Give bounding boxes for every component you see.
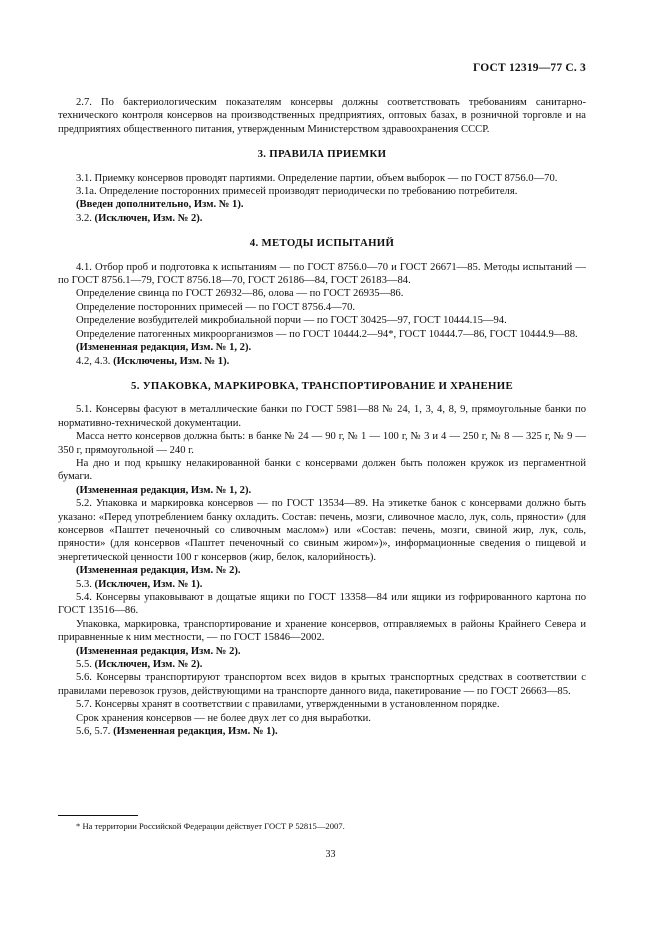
paragraph-4-1-line: Определение возбудителей микробиальной порчи — по ГОСТ 30425—97, ГОСТ 10444.15—94. [76,315,507,327]
clause-number: 5.5. [76,659,92,671]
paragraph-5-1-parchment: На дно и под крышку нелакированной банки с консервами должен быть положен кружок из пергаментной бумаги. [58,457,586,483]
paragraph-5-4: 5.4. Консервы упаковывают в дощатые ящики по ГОСТ 13358—84 или ящики из гофрированного картона по ГОСТ 13516—86. [58,592,586,617]
paragraph-3-2 [58,212,586,225]
amendment-note: (Измененная редакция, Изм. № 1, 2). [76,484,252,496]
paragraph-5-6: 5.6. Консервы транспортируют транспортом всех видов в крытых транспортных средствах в соответствии с правилами перевозок грузов, действующими на транспорте данного вида, пакетирование — по ГОСТ 26663—85. [58,672,586,697]
paragraph-3-1: 3.1. Приемку консервов проводят партиями. Определение партии, объем выборок — по ГОСТ 8756.0—70. [76,172,558,184]
paragraph-3-1a: 3.1а. Определение посторонних примесей производят периодически по требованию потребителя. [76,186,518,198]
section-5-title: 5. УПАКОВКА, МАРКИРОВКА, ТРАНСПОРТИРОВАНИЕ И ХРАНЕНИЕ [131,379,513,392]
amendment-note: (Измененная редакция, Изм. № 2). [76,645,241,657]
section-4-title: 4. МЕТОДЫ ИСПЫТАНИЙ [249,237,395,250]
amendment-note: (Исключены, Изм. № 1). [113,355,230,367]
document-body [58,96,586,738]
paragraph-4-2-4-3 [58,355,586,368]
clause-number: 4.2, 4.3. [76,355,111,367]
amendment-note: (Исключен, Изм. № 2). [94,659,203,671]
amendment-note: (Исключен, Изм. № 1). [94,578,203,590]
clause-number: 5.3. [76,578,92,590]
page-number: 33 [325,849,336,860]
paragraph-5-3 [58,578,586,591]
page-header: ГОСТ 12319—77 С. 3 [473,62,586,74]
paragraph-4-1-line: Определение патогенных микроорганизмов — по ГОСТ 10444.2—94*, ГОСТ 10444.7—86, ГОСТ 10444.9—88. [76,328,578,340]
paragraph-5-7: 5.7. Консервы хранят в соответствии с правилами, утвержденными в установленном порядке. [76,699,500,711]
amendment-note: (Исключен, Изм. № 2). [94,212,203,224]
paragraph-5-2: 5.2. Упаковка и маркировка консервов — по ГОСТ 13534—89. На этикетке банок с консервами должно быть указано: «Перед употреблением банку охладить. Состав: печень, мозги, сливочное масло, лук, соль, пряности» (для консервов «Паштет печеночный со сливочным маслом») или «Состав: печень, мозги, свиной жир, лук, соль, пряности» (для консервов «Паштет печеночный со свиным жиром»)», информационные сведения о пищевой и энергетической ценности 100 г консервов (жир, белок, калорийность). [58,498,586,563]
paragraph-4-1-line: Определение посторонних примесей — по ГОСТ 8756.4—70. [76,301,356,313]
footnote: * На территории Российской Федерации действует ГОСТ Р 52815—2007. [76,821,345,831]
paragraph-4-1-line: Определение свинца по ГОСТ 26932—86, олова — по ГОСТ 26935—86. [76,288,404,300]
paragraph-5-6-5-7 [58,725,586,738]
amendment-note: (Измененная редакция, Изм. № 2). [76,565,241,577]
clause-number: 3.2. [76,212,92,224]
paragraph-4-1: 4.1. Отбор проб и подготовка к испытаниям — по ГОСТ 8756.0—70 и ГОСТ 26671—85. Методы испытаний — по ГОСТ 8756.1—79, ГОСТ 8756.18—70, ГОСТ 26186—84, ГОСТ 26183—84. [58,261,586,287]
paragraph-5-5 [58,658,586,671]
amendment-note: (Измененная редакция, Изм. № 1). [113,726,278,738]
section-3-title: 3. ПРАВИЛА ПРИЕМКИ [257,148,387,161]
clause-number: 5.6, 5.7. [76,726,111,738]
paragraph-5-7-shelf-life: Срок хранения консервов — не более двух лет со дня выработки. [76,712,371,724]
amendment-note: (Измененная редакция, Изм. № 1, 2). [76,342,252,354]
paragraph-2-7: 2.7. По бактериологическим показателям консервы должны соответствовать требованиям санитарно-технического контроля консервов на производственных предприятиях, оптовых базах, в розничной торговле и на предприятиях общественного питания, утвержденным Министерством здравоохранения СССР. [58,97,586,135]
footnote-divider [58,815,138,816]
paragraph-5-4-north: Упаковка, маркировка, транспортирование и хранение консервов, отправляемых в районы Крайнего Севера и приравненные к ним местности, — по ГОСТ 15846—2002. [58,618,586,644]
paragraph-5-1-mass: Масса нетто консервов должна быть: в банке № 24 — 90 г, № 1 — 100 г, № 3 и 4 — 250 г, № 8 — 325 г, № 9 — 350 г, прямоугольной — 240 г. [58,431,586,456]
amendment-note: (Введен дополнительно, Изм. № 1). [76,199,244,211]
paragraph-5-1: 5.1. Консервы фасуют в металлические банки по ГОСТ 5981—88 № 24, 1, 3, 4, 8, 9, прямоугольные банки по нормативно-технической документации. [58,404,586,429]
